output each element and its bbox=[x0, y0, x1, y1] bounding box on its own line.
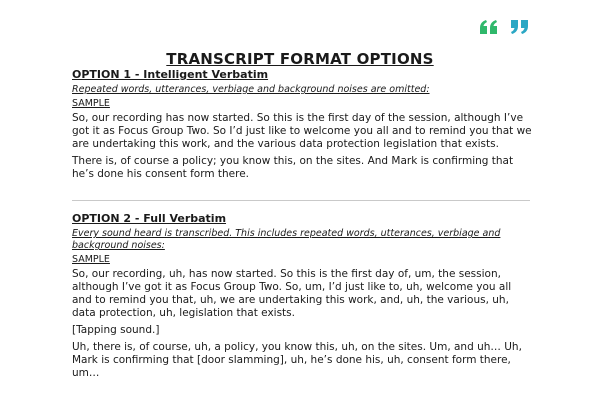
quote-marks-logo bbox=[474, 16, 530, 42]
page-title: TRANSCRIPT FORMAT OPTIONS bbox=[166, 50, 434, 68]
option-2-heading: OPTION 2 - Full Verbatim bbox=[72, 212, 227, 225]
quote-marks-icon bbox=[474, 16, 530, 42]
section-divider bbox=[72, 200, 530, 201]
option-1-paragraph: There is, of course a policy; you know this, on the sites. And Mark is confirming that he’s done his consent form there. bbox=[72, 155, 514, 180]
option-2-note: Every sound heard is transcribed. This includes repeated words, utterances, verbiage and background noises: bbox=[72, 228, 501, 251]
option-1-paragraph: So, our recording has now started. So this is the first day of the session, although I’ve got it as Focus Group Two. So I’d just like to welcome you all and to remind you that we are undertaking this work, and the various data protection legislation that exists. bbox=[72, 112, 532, 150]
option-2-section bbox=[72, 212, 532, 384]
option-2-sound-note: [Tapping sound.] bbox=[72, 324, 160, 336]
option-1-section bbox=[72, 68, 532, 185]
option-1-heading: OPTION 1 - Intelligent Verbatim bbox=[72, 68, 269, 81]
option-1-sample-label: SAMPLE bbox=[72, 98, 110, 109]
option-2-paragraph: So, our recording, uh, has now started. So this is the first day of, um, the session, although I’ve got it as Focus Group Two. So, um, I’d just like to, uh, welcome you all and to remind you that, uh, we are undertaking this work, and, uh, the various, uh, data protection, uh, legislation that exists. bbox=[72, 268, 512, 319]
option-2-sample-label: SAMPLE bbox=[72, 254, 110, 265]
option-1-note: Repeated words, utterances, verbiage and background noises are omitted: bbox=[72, 84, 430, 95]
option-2-paragraph: Uh, there is, of course, uh, a policy, you know this, uh, on the sites. Um, and uh… Uh, Mark is confirming that [door slamming], uh, he’s done his, uh, consent form there, um… bbox=[72, 341, 522, 379]
